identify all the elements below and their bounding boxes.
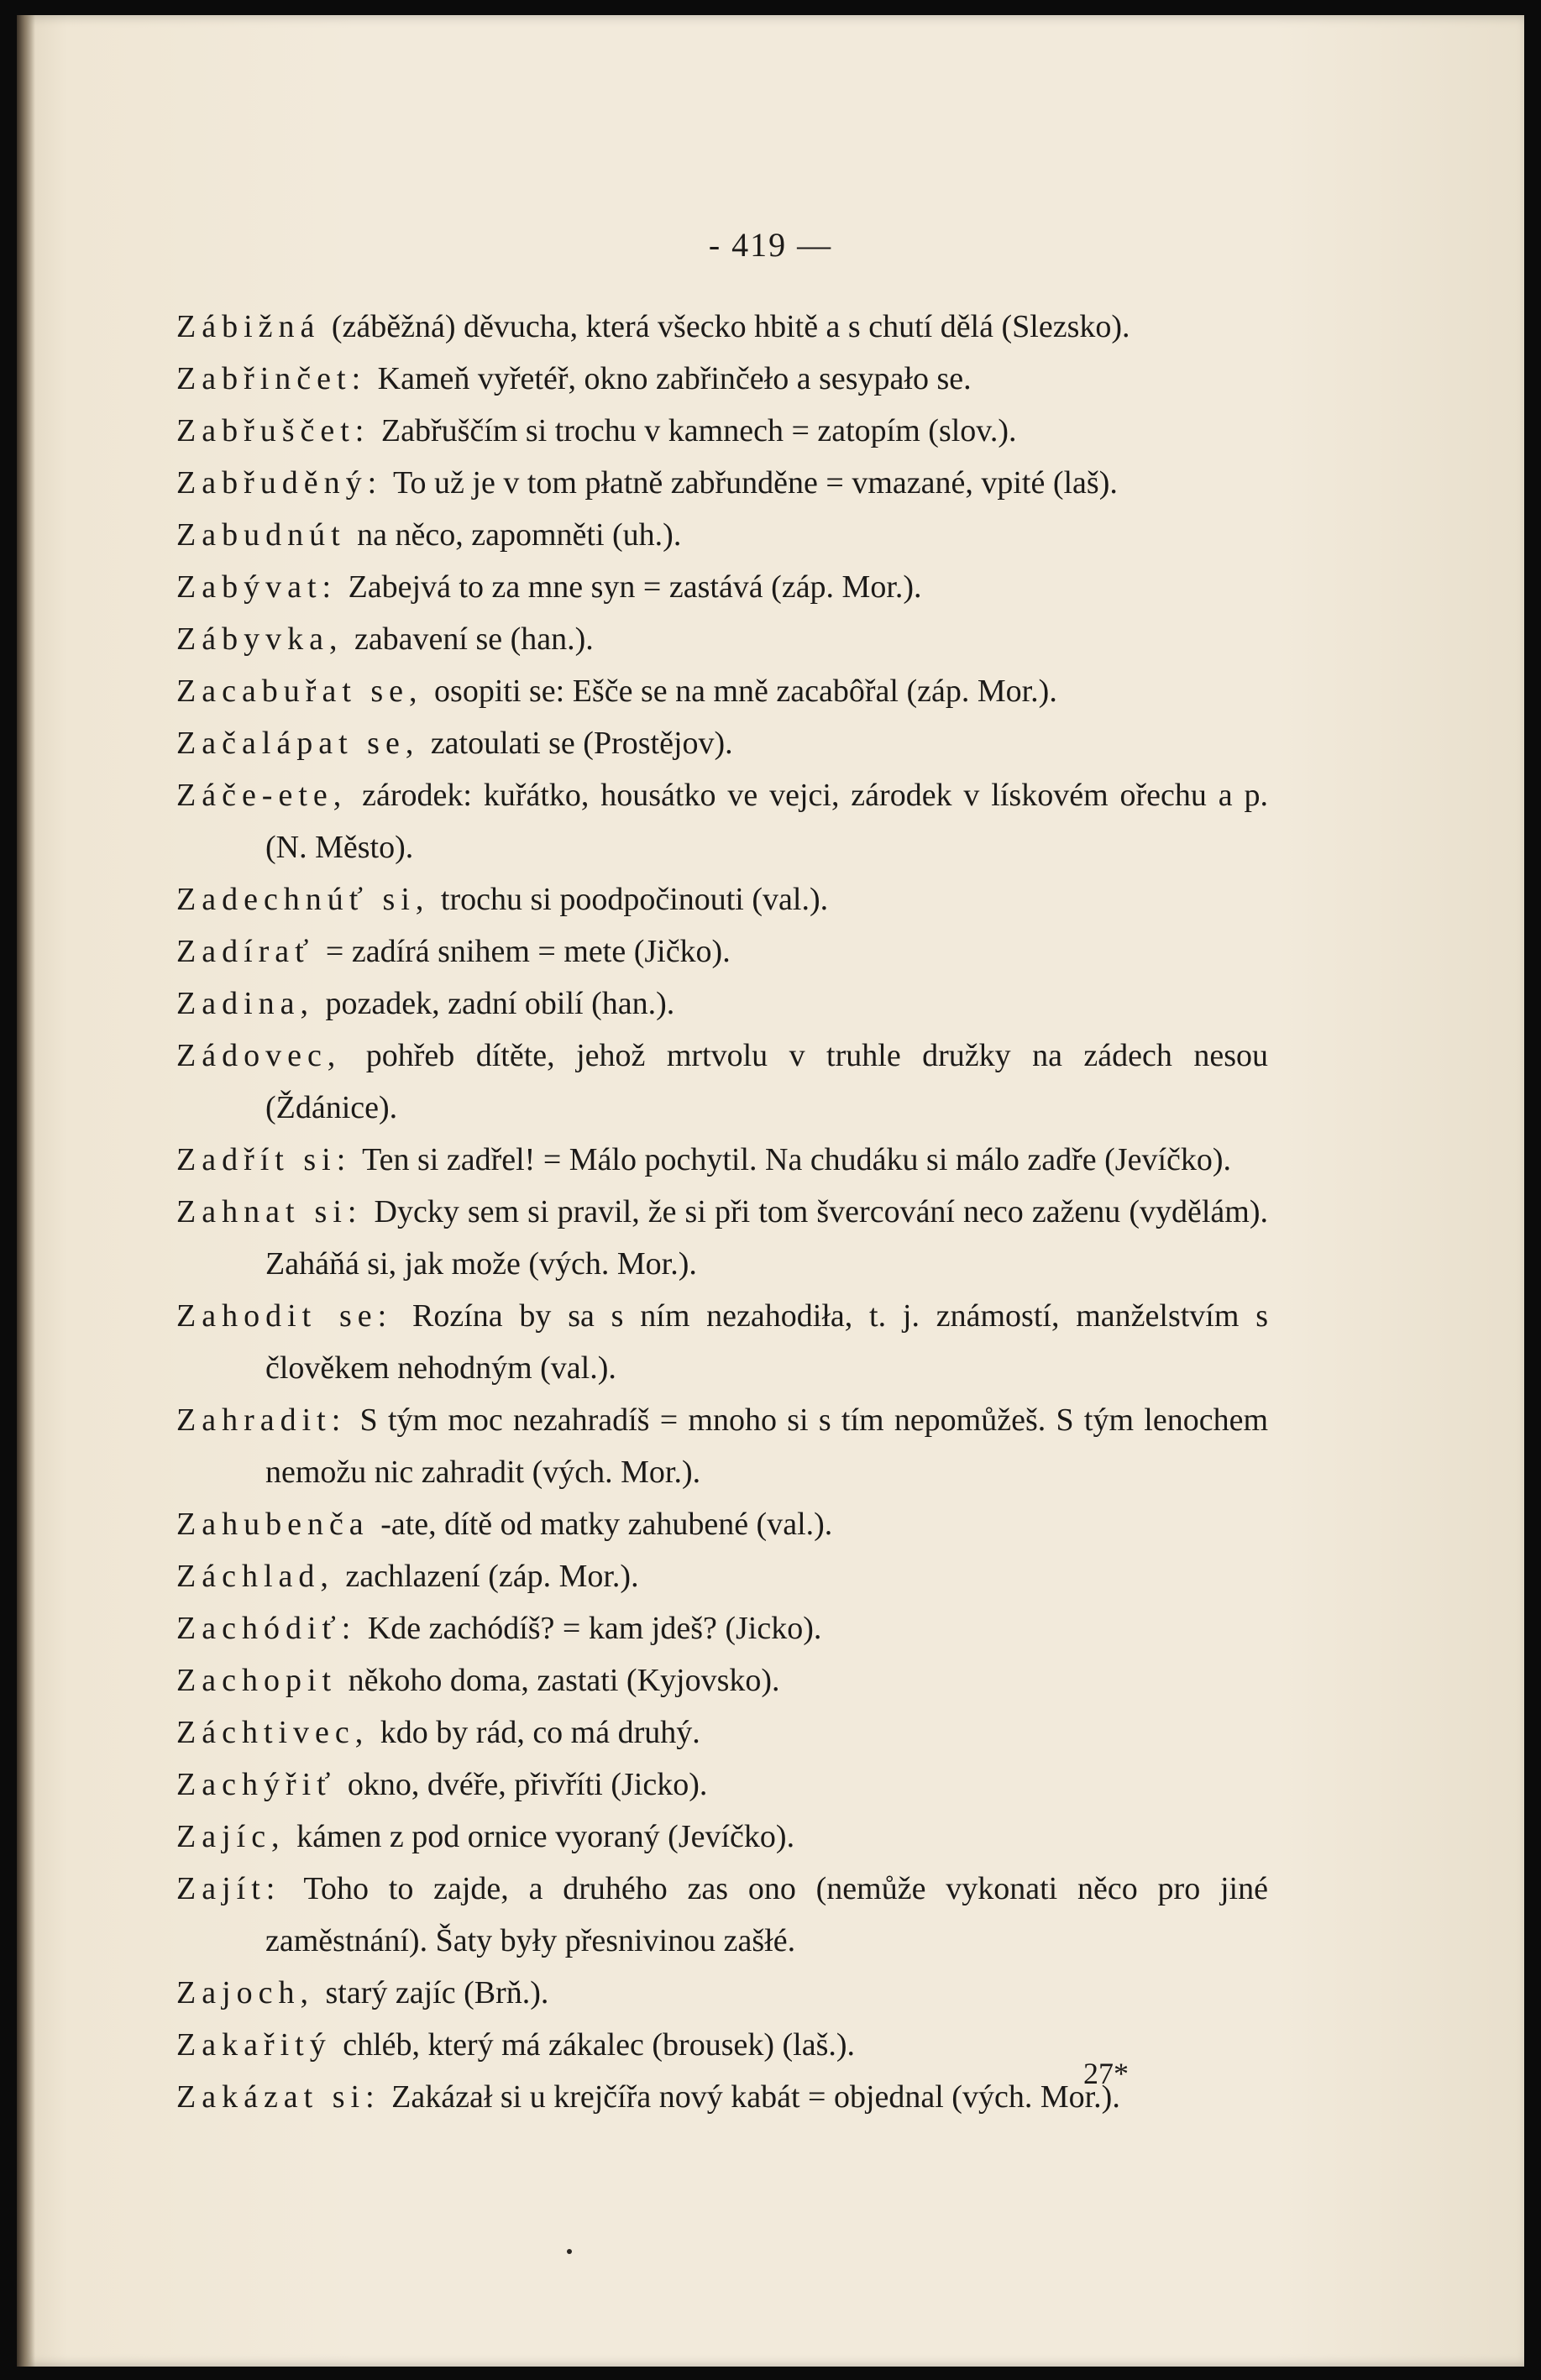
entry-headword: Zahodit se: (176, 1298, 393, 1334)
entry-headword: Zádovec, (176, 1038, 342, 1073)
entry-headword: Záchlad, (176, 1559, 334, 1594)
entry-definition: zatoulati se (Prostějov). (430, 726, 733, 761)
dictionary-entry (176, 769, 1268, 873)
entry-headword: Začalápat se, (176, 726, 420, 761)
dictionary-entry (176, 509, 1268, 561)
entry-definition: na něco, zapomněti (uh.). (357, 517, 682, 553)
entry-headword: Zadřít si: (176, 1142, 352, 1177)
entry-definition: = zadírá snihem = mete (Jičko). (325, 934, 731, 969)
entry-headword: Zabřuščet: (176, 413, 370, 448)
dictionary-entry (176, 1811, 1268, 1863)
entry-headword: Zabřuděný: (176, 465, 383, 501)
entry-definition: Zakázał si u krejčířa nový kabát = objednal (vých. Mor.). (391, 2079, 1120, 2115)
dictionary-entry (176, 1290, 1268, 1394)
entry-headword: Zakázat si: (176, 2079, 380, 2115)
entry-definition: Zabřuščím si trochu v kamnech = zatopím (slov.). (380, 413, 1017, 448)
entry-definition: někoho doma, zastati (Kyjovsko). (348, 1663, 780, 1698)
entry-headword: Zadírať (176, 934, 315, 969)
entry-definition: Kde zachódíš? = kam jdeš? (Jicko). (367, 1611, 822, 1646)
dictionary-entry (176, 457, 1268, 509)
entry-headword: Zajít: (176, 1871, 281, 1906)
entry-headword: Zajoch, (176, 1975, 315, 2010)
entry-definition: Zabejvá to za mne syn = zastává (záp. Mor.). (348, 569, 922, 605)
entry-definition: Rozína by sa s ním nezahodiła, t. j. známostí, manželstvím s člověkem nehodným (val.). (265, 1298, 1269, 1386)
entry-headword: Zadechnúť si, (176, 882, 430, 917)
page-number-header: - 419 — (708, 226, 833, 264)
dictionary-entry (176, 1394, 1268, 1498)
dictionary-entry (176, 561, 1268, 613)
entry-definition: S tým moc nezahradíš = mnoho si s tím nepomůžeš. S tým lenochem nemožu nic zahradit (vých. Mor.). (265, 1402, 1269, 1490)
entry-definition: Kameň vyřetéř, okno zabřinčeło a sesypało se. (377, 361, 972, 396)
entry-headword: Zábyvka, (176, 621, 343, 657)
entry-definition: zachlazení (záp. Mor.). (345, 1559, 639, 1594)
dictionary-entry (176, 1967, 1268, 2019)
entry-headword: Zachýřiť (176, 1767, 337, 1802)
dictionary-entry (176, 301, 1268, 353)
entry-headword: Zakařitý (176, 2027, 332, 2063)
entry-headword: Zabývat: (176, 569, 338, 605)
dictionary-entry (176, 613, 1268, 665)
entry-headword: Zabudnút (176, 517, 346, 553)
entry-headword: Zadina, (176, 986, 315, 1021)
entry-headword: Zahubenča (176, 1507, 370, 1542)
dictionary-entry (176, 925, 1268, 978)
entry-headword: Zachopit (176, 1663, 338, 1698)
entry-definition: pozadek, zadní obilí (han.). (325, 986, 675, 1021)
book-page (17, 15, 1524, 2367)
entry-definition: pohřeb dítěte, jehož mrtvolu v truhle družky na zádech nesou (Ždánice). (265, 1038, 1269, 1125)
entry-definition: Ten si zadřel! = Málo pochytil. Na chudáku si málo zadře (Jevíčko). (362, 1142, 1232, 1177)
dictionary-entry (176, 1186, 1268, 1290)
paper-speck (567, 2249, 572, 2254)
entry-definition: osopiti se: Ešče se na mně zacabôřal (záp. Mor.). (434, 674, 1057, 709)
entry-definition: kdo by rád, co má druhý. (380, 1715, 700, 1750)
dictionary-entry (176, 1602, 1268, 1654)
dictionary-entry (176, 1706, 1268, 1759)
dictionary-entry (176, 873, 1268, 925)
entry-headword: Zahradit: (176, 1402, 347, 1438)
entry-definition: kámen z pod ornice vyoraný (Jevíčko). (296, 1819, 795, 1854)
dictionary-entry (176, 665, 1268, 717)
dictionary-entry (176, 1759, 1268, 1811)
entry-headword: Záče-ete, (176, 778, 348, 813)
entry-definition: zabavení se (han.). (354, 621, 594, 657)
dictionary-entry (176, 978, 1268, 1030)
dictionary-entry (176, 1498, 1268, 1550)
entry-headword: Zajíc, (176, 1819, 286, 1854)
entry-headword: Zachódiť: (176, 1611, 357, 1646)
entry-definition: (záběžná) děvucha, která všecko hbitě a s chutí dělá (Slezsko). (331, 309, 1130, 344)
entry-definition: zárodek: kuřátko, housátko ve vejci, zárodek v lískovém ořechu a p. (N. Město). (265, 778, 1268, 865)
dictionary-entry (176, 1030, 1268, 1134)
signature-mark: 27* (1083, 2057, 1129, 2090)
dictionary-entries (176, 301, 1268, 2123)
entry-definition: trochu si poodpočinouti (val.). (440, 882, 829, 917)
entry-headword: Zacabuřat se, (176, 674, 423, 709)
dictionary-entry (176, 405, 1268, 457)
entry-headword: Zahnat si: (176, 1194, 363, 1229)
entry-definition: -ate, dítě od matky zahubené (val.). (380, 1507, 833, 1542)
entry-definition: starý zajíc (Brň.). (325, 1975, 549, 2010)
dictionary-entry (176, 1550, 1268, 1602)
entry-definition: Dycky sem si pravil, že si při tom švercování neco zaženu (vydělám). Zaháňá si, jak može (vých. Mor.). (265, 1194, 1269, 1282)
entry-definition: Toho to zajde, a druhého zas ono (nemůže vykonati něco pro jiné zaměstnání). Šaty były přesnivinou zašłé. (265, 1871, 1268, 1958)
dictionary-entry (176, 353, 1268, 405)
entry-headword: Zabřinčet: (176, 361, 367, 396)
entry-headword: Záchtivec, (176, 1715, 370, 1750)
entry-headword: Zábižná (176, 309, 321, 344)
dictionary-entry (176, 1134, 1268, 1186)
dictionary-entry (176, 1863, 1268, 1967)
dictionary-entry (176, 1654, 1268, 1706)
entry-definition: okno, dvéře, přivříti (Jicko). (347, 1767, 708, 1802)
entry-definition: To už je v tom płatně zabřunděne = vmazané, vpité (laš). (392, 465, 1118, 501)
entry-definition: chléb, který má zákalec (brousek) (laš.). (343, 2027, 856, 2063)
dictionary-entry (176, 717, 1268, 769)
